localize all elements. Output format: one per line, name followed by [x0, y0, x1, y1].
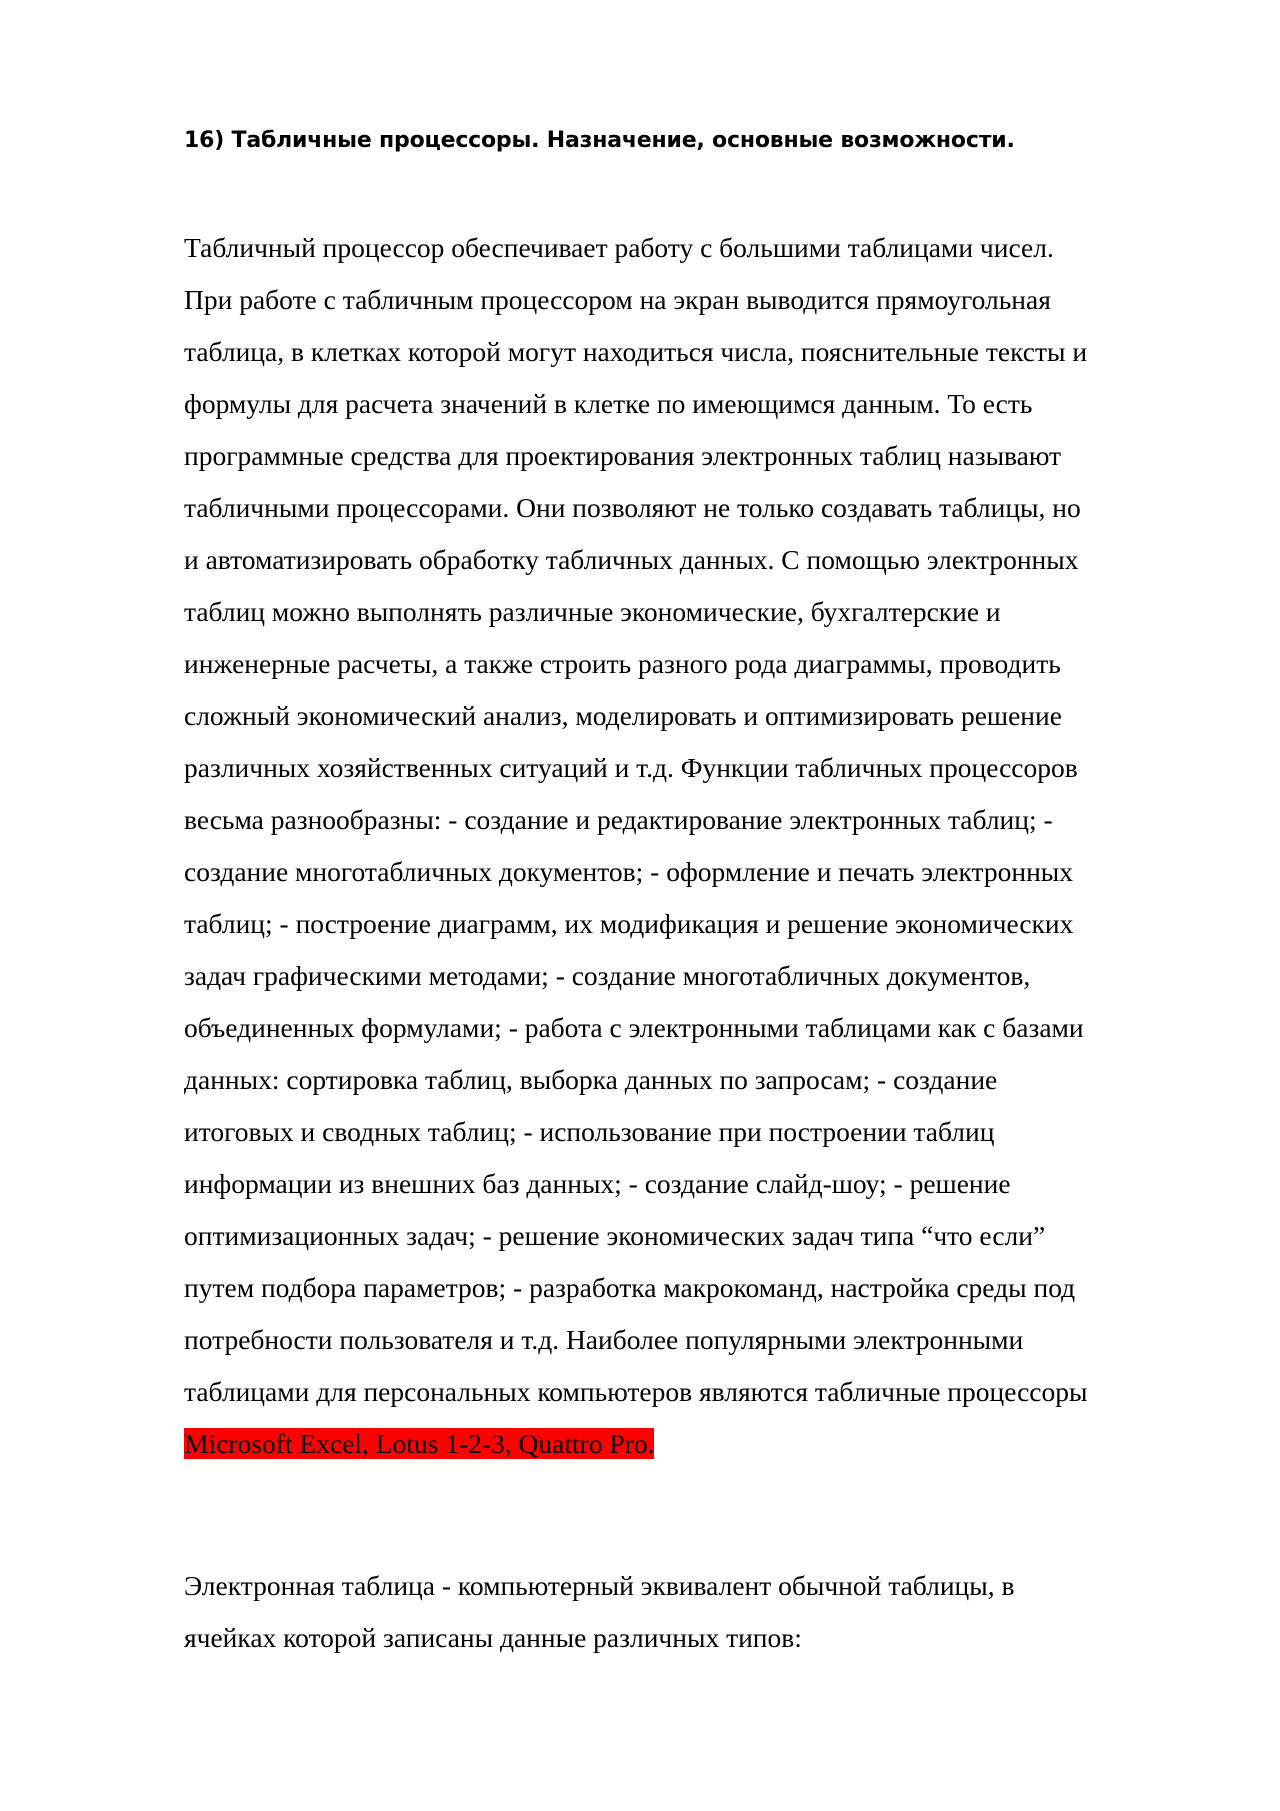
text-line: табличными процессорами. Они позволяют не только создавать таблицы, но — [184, 492, 1081, 523]
text-line: путем подбора параметров; - разработка макрокоманд, настройка среды под — [184, 1272, 1076, 1303]
text-line: различных хозяйственных ситуаций и т.д. Функции табличных процессоров — [184, 752, 1078, 783]
text-line: Электронная таблица - компьютерный эквивалент обычной таблицы, в — [184, 1570, 1015, 1601]
text-line: задач графическими методами; - создание многотабличных документов, — [184, 960, 1031, 991]
text-line: объединенных формулами; - работа с электронными таблицами как с базами — [184, 1012, 1084, 1043]
text-line: создание многотабличных документов; - оформление и печать электронных — [184, 856, 1074, 887]
text-line: и автоматизировать обработку табличных данных. С помощью электронных — [184, 544, 1079, 575]
text-line: таблицами для персональных компьютеров являются табличные процессоры — [184, 1376, 1088, 1407]
text-line: ячейках которой записаны данные различных типов: — [184, 1622, 802, 1653]
text-line: данных: сортировка таблиц, выборка данных по запросам; - создание — [184, 1064, 998, 1095]
text-line: итоговых и сводных таблиц; - использование при построении таблиц — [184, 1116, 995, 1147]
text-line: таблица, в клетках которой могут находиться числа, пояснительные тексты и — [184, 336, 1088, 367]
text-line: таблиц; - построение диаграмм, их модификация и решение экономических — [184, 908, 1074, 939]
text-line: таблиц можно выполнять различные экономические, бухгалтерские и — [184, 596, 1001, 627]
text-line: Табличный процессор обеспечивает работу с большими таблицами чисел. — [184, 232, 1054, 263]
text-line: При работе с табличным процессором на экран выводится прямоугольная — [184, 284, 1051, 315]
paragraph-spreadsheet-processors — [184, 222, 1204, 1470]
document-heading: 16) Табличные процессоры. Назначение, основные возможности. — [184, 128, 1015, 153]
highlighted-software-list: Microsoft Excel, Lotus 1-2-3, Quattro Pro. — [184, 1428, 655, 1459]
text-line: инженерные расчеты, а также строить разного рода диаграммы, проводить — [184, 648, 1061, 679]
text-line: оптимизационных задач; - решение экономических задач типа “что если” — [184, 1220, 1046, 1251]
text-line: потребности пользователя и т.д. Наиболее популярными электронными — [184, 1324, 1024, 1355]
text-line: весьма разнообразны: - создание и редактирование электронных таблиц; - — [184, 804, 1053, 835]
paragraph-spreadsheet-definition — [184, 1560, 1204, 1664]
text-line: программные средства для проектирования электронных таблиц называют — [184, 440, 1062, 471]
text-line: формулы для расчета значений в клетке по имеющимся данным. То есть — [184, 388, 1033, 419]
text-line: сложный экономический анализ, моделировать и оптимизировать решение — [184, 700, 1062, 731]
text-line: информации из внешних баз данных; - создание слайд-шоу; - решение — [184, 1168, 1011, 1199]
highlighted-text-line — [184, 1418, 1204, 1470]
